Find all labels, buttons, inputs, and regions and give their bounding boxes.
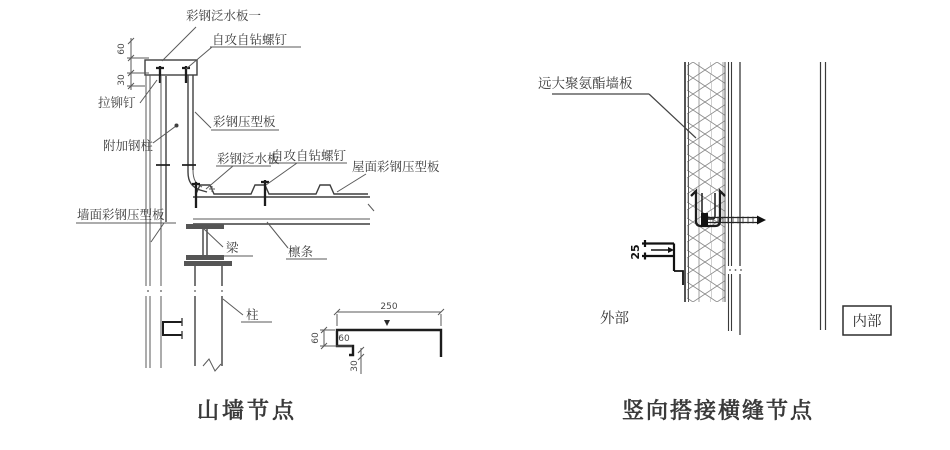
dim-profile-inner-60: 60 (338, 334, 350, 344)
label-panel: 远大聚氨酯墙板 (538, 76, 633, 92)
parapet-dimensions (117, 38, 149, 90)
label-screw-top: 自攻自钻螺钉 (212, 32, 288, 47)
label-added-column: 附加钢柱 (103, 138, 154, 153)
label-flashing-top: 彩钢泛水板一 (186, 8, 262, 23)
leader-lines (76, 27, 366, 322)
roof-deck (192, 180, 374, 224)
vertical-lap-seam-drawing (475, 0, 950, 450)
beam-and-column (184, 224, 232, 371)
label-interior: 内部 (852, 314, 882, 330)
dim-profile-left-60: 60 (311, 332, 321, 344)
label-purlin: 檩条 (288, 244, 314, 259)
label-beam: 梁 (226, 240, 239, 255)
dim-lap-25: 25 (629, 244, 642, 260)
label-wall-face-sheet: 墙面彩钢压型板 (77, 207, 165, 222)
dim-profile-width: 250 (380, 302, 398, 312)
label-exterior: 外部 (600, 311, 629, 327)
dim-profile-drop-30: 30 (350, 360, 360, 372)
c-channel-bracket (163, 318, 182, 339)
inner-wall-lines (821, 62, 826, 330)
polyurethane-wall-panel (685, 62, 742, 335)
label-wall-sheet: 彩钢压型板 (213, 114, 276, 129)
panel-label-leader (552, 94, 696, 138)
dim-30-top: 30 (117, 74, 127, 86)
label-screw-mid: 自攻自钻螺钉 (271, 148, 347, 163)
dim-60-top: 60 (117, 43, 127, 55)
flashing-profile-detail (311, 302, 444, 374)
label-roof-sheet: 屋面彩钢压型板 (352, 159, 440, 174)
left-caption: 山墙节点 (196, 399, 298, 424)
label-flashing-mid: 彩钢泛水板 (217, 151, 280, 166)
lap-bracket (642, 240, 683, 285)
screw-tip-arrow (757, 216, 766, 225)
parapet-cap-flashing (145, 60, 197, 83)
label-rivet: 拉铆钉 (98, 95, 136, 110)
right-caption: 竖向搭接横缝节点 (621, 399, 815, 424)
label-column: 柱 (246, 307, 259, 322)
